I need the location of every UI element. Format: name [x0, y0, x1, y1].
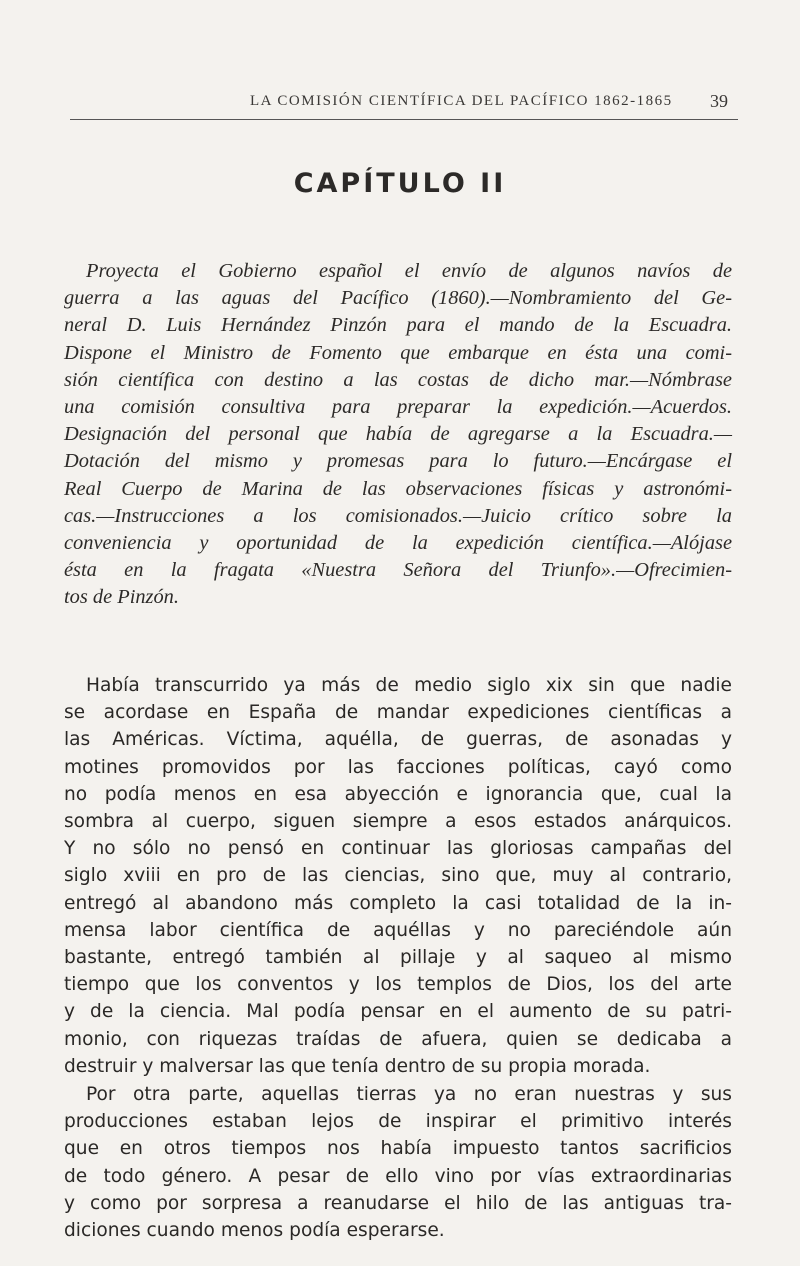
body-line: monio, con riquezas traídas de afuera, quien se dedicaba a — [64, 1028, 732, 1050]
page-number: 39 — [710, 91, 728, 111]
summary-line: Proyecta el Gobierno español el envío de algunos navíos de — [86, 260, 732, 282]
body-line: que en otros tiempos nos había impuesto tantos sacrificios — [64, 1138, 732, 1160]
page-header — [70, 85, 738, 120]
body-line: Había transcurrido ya más de medio siglo xix sin que nadie — [86, 675, 732, 696]
body-line: destruir y malversar las que tenía dentro de su propia morada. — [64, 1055, 651, 1077]
summary-line: conveniencia y oportunidad de la expedición científica.—Alójase — [64, 532, 732, 555]
body-line: y de la ciencia. Mal podía pensar en el aumento de su patri- — [64, 1001, 732, 1023]
body-line: entregó al abandono más completo la casi totalidad de la in- — [64, 892, 732, 914]
body-line: sombra al cuerpo, siguen siempre a esos estados anárquicos. — [64, 811, 732, 833]
summary-line: una comisión consultiva para preparar la expedición.—Acuerdos. — [64, 396, 732, 419]
chapter-summary — [64, 258, 732, 612]
body-line: se acordase en España de mandar expediciones científicas a — [64, 702, 732, 724]
summary-line: Real Cuerpo de Marina de las observaciones físicas y astronómi- — [64, 477, 732, 500]
body-line: siglo xviii en pro de las ciencias, sino que, muy al contrario, — [64, 865, 732, 887]
summary-line: sión científica con destino a las costas de dicho mar.—Nómbrase — [64, 368, 732, 391]
body-line: las Américas. Víctima, aquélla, de guerras, de asonadas y — [64, 729, 732, 751]
summary-line: ésta en la fragata «Nuestra Señora del Triunfo».—Ofrecimien- — [64, 559, 732, 582]
body-line: producciones estaban lejos de inspirar el primitivo interés — [64, 1111, 732, 1133]
summary-line: Dispone el Ministro de Fomento que embarque en ésta una comi- — [64, 341, 732, 364]
body-line: tiempo que los conventos y los templos de Dios, los del arte — [64, 974, 732, 996]
body-line: Y no sólo no pensó en continuar las gloriosas campañas del — [64, 838, 732, 860]
summary-line: Designación del personal que había de agregarse a la Escuadra.— — [64, 423, 732, 446]
body-line: Por otra parte, aquellas tierras ya no eran nuestras y sus — [86, 1084, 732, 1106]
body-line: bastante, entregó también al pillaje y al saqueo al mismo — [64, 947, 732, 969]
body-text — [64, 672, 732, 1244]
body-line: de todo género. A pesar de ello vino por vías extraordinarias — [64, 1165, 732, 1187]
body-line: motines promovidos por las facciones políticas, cayó como — [64, 756, 732, 778]
body-line: no podía menos en esa abyección e ignorancia que, cual la — [64, 783, 732, 805]
summary-line: Dotación del mismo y promesas para lo futuro.—Encárgase el — [64, 450, 732, 473]
body-line: diciones cuando menos podía esperarse. — [64, 1220, 445, 1242]
running-title: LA COMISIÓN CIENTÍFICA DEL PACÍFICO 1862-1865 — [250, 93, 673, 109]
body-line: mensa labor científica de aquéllas y no pareciéndole aún — [64, 919, 732, 941]
chapter-title: CAPÍTULO II — [293, 168, 507, 199]
summary-line: neral D. Luis Hernández Pinzón para el mando de la Escuadra. — [64, 314, 732, 337]
body-line: y como por sorpresa a reanudarse el hilo de las antiguas tra- — [64, 1192, 732, 1214]
summary-line: cas.—Instrucciones a los comisionados.—Juicio crítico sobre la — [64, 504, 732, 527]
summary-line: guerra a las aguas del Pacífico (1860).—Nombramiento del Ge- — [64, 287, 732, 310]
summary-line: tos de Pinzón. — [64, 586, 179, 609]
